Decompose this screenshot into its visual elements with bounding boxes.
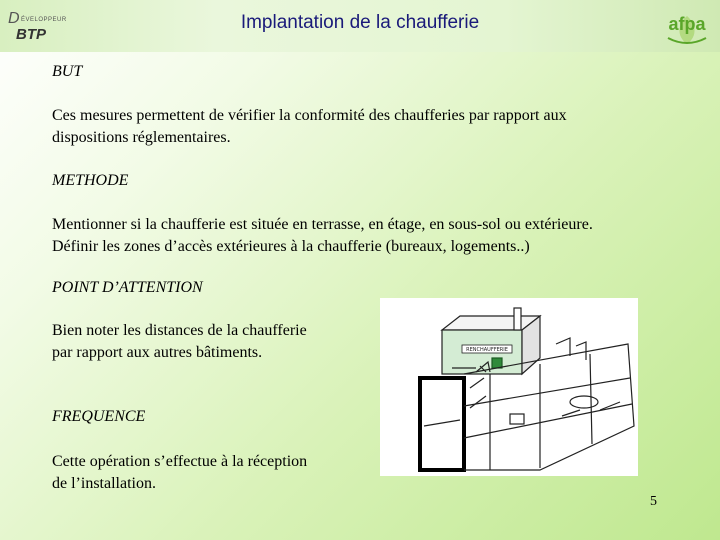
slide-title: Implantation de la chaufferie (240, 12, 480, 33)
page-number: 5 (650, 494, 657, 509)
attention-text-line-1: Bien noter les distances de la chaufferie (52, 322, 307, 339)
but-text-line-2: dispositions réglementaires. (52, 129, 231, 146)
methode-text-line-1: Mentionner si la chaufferie est située en terrasse, en étage, en sous-sol ou extérieure. (52, 216, 593, 233)
building-drawing (380, 298, 638, 476)
developpeur-btp-logo: D ÉVELOPPEUR BTP (8, 10, 67, 43)
methode-text-line-2: Définir les zones d’accès extérieures à la chaufferie (bureaux, logements..) (52, 238, 530, 255)
attention-text-line-2: par rapport aux autres bâtiments. (52, 344, 263, 361)
frequence-text-line-1: Cette opération s’effectue à la réception (52, 453, 308, 470)
heading-point-attention: POINT D’ATTENTION (52, 279, 203, 296)
building-cutaway-illustration (380, 298, 638, 476)
svg-text:RENCHAUFFERIE: RENCHAUFFERIE (466, 347, 508, 353)
heading-methode: METHODE (52, 172, 129, 189)
frequence-text-line-2: de l’installation. (52, 475, 156, 492)
heading-but: BUT (52, 63, 83, 80)
afpa-logo (660, 4, 714, 50)
header-bar (0, 0, 720, 52)
but-text-line-1: Ces mesures permettent de vérifier la conformité des chaufferies par rapport aux (52, 107, 567, 124)
svg-text:afpa: afpa (668, 14, 706, 34)
heading-frequence: FREQUENCE (52, 408, 146, 425)
